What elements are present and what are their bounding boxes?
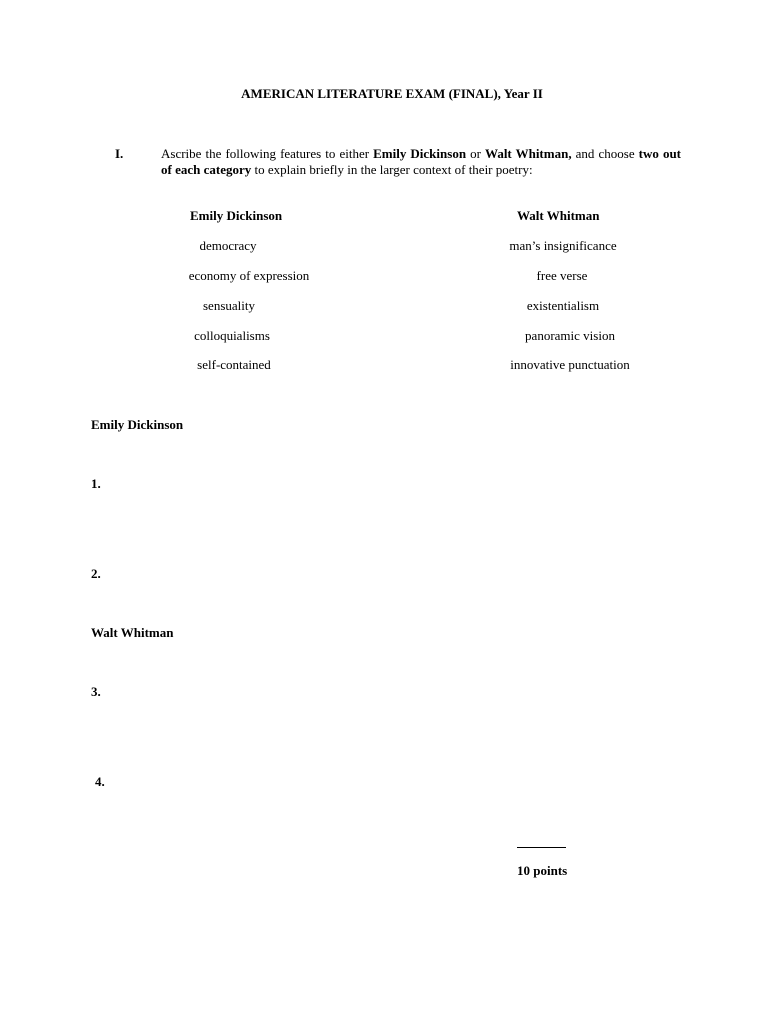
section-number: I. <box>115 146 124 161</box>
instruction-emph-whitman: Walt Whitman, <box>485 146 572 161</box>
column-heading-whitman: Walt Whitman <box>517 208 600 223</box>
column-heading-dickinson: Emily Dickinson <box>190 208 283 223</box>
question-number: 3. <box>91 684 101 699</box>
feature-item: free verse <box>536 268 588 283</box>
score-blank-line <box>517 847 566 848</box>
feature-item: man’s insignificance <box>509 238 617 253</box>
feature-item: sensuality <box>203 298 255 313</box>
question-number: 4. <box>95 774 105 789</box>
feature-item: panoramic vision <box>525 328 615 343</box>
feature-item: economy of expression <box>188 268 310 283</box>
points-label: 10 points <box>517 863 568 878</box>
feature-item: colloquialisms <box>194 328 270 343</box>
instruction-text: Ascribe the following features to either <box>161 146 374 161</box>
instruction-text: or <box>466 146 486 161</box>
question-number: 1. <box>91 476 101 491</box>
feature-item: self-contained <box>197 357 271 372</box>
instruction-emph-category: two out of each category <box>161 146 682 177</box>
answer-group-heading-whitman: Walt Whitman <box>91 625 174 640</box>
exam-title: AMERICAN LITERATURE EXAM (FINAL), Year II <box>241 86 543 101</box>
instruction-emph-dickinson: Emily Dickinson <box>373 146 467 161</box>
question-number: 2. <box>91 566 101 581</box>
section-instructions <box>161 146 681 178</box>
feature-item: existentialism <box>526 298 600 313</box>
instruction-text: to explain briefly in the larger context of their poetry: <box>251 162 533 177</box>
feature-item: innovative punctuation <box>510 357 630 372</box>
instruction-text: and choose <box>571 146 639 161</box>
answer-group-heading-dickinson: Emily Dickinson <box>91 417 184 432</box>
feature-item: democracy <box>199 238 257 253</box>
